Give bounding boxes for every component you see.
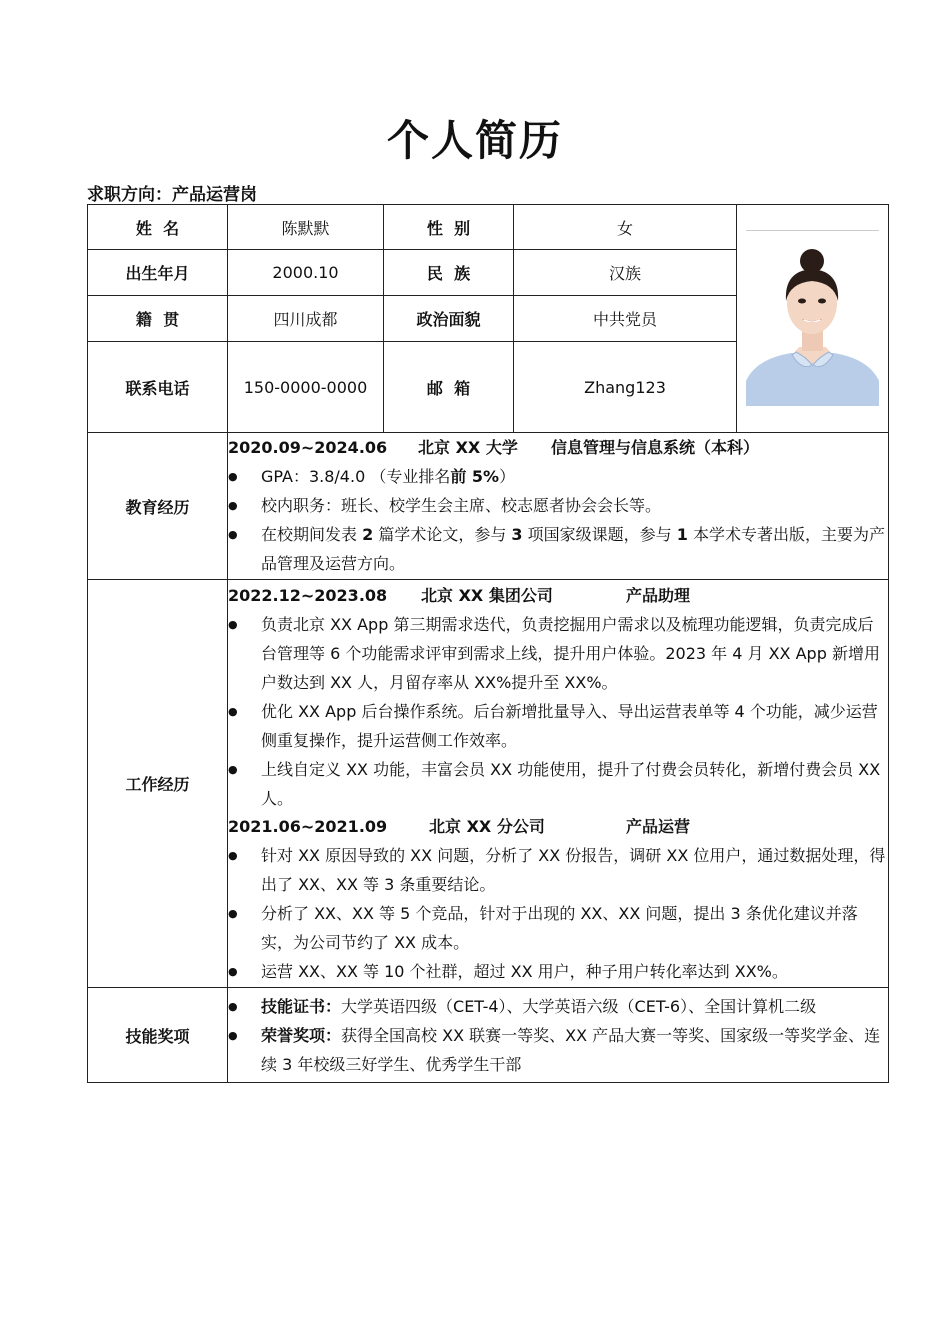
job-role: 产品运营 [626,816,691,836]
education-major: 信息管理与信息系统（本科） [551,438,760,457]
phone-value: 150-0000-0000 [228,342,384,433]
job-header [228,813,888,841]
birth-value: 2000.10 [228,250,384,296]
education-section [228,433,889,580]
phone-label: 联系电话 [88,342,228,433]
skills-section [228,988,889,1083]
ethnicity-value: 汉族 [514,250,737,296]
job-objective: 求职方向：产品运营岗 [87,185,257,205]
political-label: 政治面貌 [384,296,514,342]
education-header [228,434,888,462]
page-title: 个人简历 [386,116,563,165]
origin-value: 四川成都 [228,296,384,342]
origin-label: 籍 贯 [88,296,228,342]
name-value: 陈默默 [228,205,384,250]
job-header [228,582,888,610]
education-period: 2020.09~2024.06 [228,438,388,457]
list-item: ● 技能证书：大学英语四级（CET-4）、大学英语六级（CET-6）、全国计算机二级 [228,992,888,1021]
email-label: 邮 箱 [384,342,514,433]
ethnicity-label: 民 族 [384,250,514,296]
list-item: ● 针对 XX 原因导致的 XX 问题，分析了 XX 份报告，调研 XX 位用户，通过数据处理，得出了 XX、XX 等 3 条重要结论。 [228,841,888,899]
job-role: 产品助理 [626,585,691,605]
political-value: 中共党员 [514,296,737,342]
work-section [228,580,889,988]
list-item: ● GPA：3.8/4.0 （专业排名前 5%） [228,462,888,491]
job-company: 北京 XX 集团公司 [421,585,553,605]
list-item: ● 优化 XX App 后台操作系统。后台新增批量导入、导出运营表单等 4 个功能，减少运营侧重复操作，提升运营侧工作效率。 [228,697,888,755]
list-item: ● 在校期间发表 2 篇学术论文，参与 3 项国家级课题，参与 1 本学术专著出版，主要为产品管理及运营方向。 [228,520,888,578]
job-company: 北京 XX 分公司 [429,816,545,836]
list-item: ● 分析了 XX、XX 等 5 个竞品，针对于出现的 XX、XX 问题，提出 3 条优化建议并落实，为公司节约了 XX 成本。 [228,899,888,957]
skills-label: 技能奖项 [88,988,228,1083]
gender-value: 女 [514,205,737,250]
avatar [746,230,879,406]
gender-label: 性 别 [384,205,514,250]
list-item: ● 校内职务：班长、校学生会主席、校志愿者协会会长等。 [228,491,888,520]
birth-label: 出生年月 [88,250,228,296]
list-item: ● 上线自定义 XX 功能，丰富会员 XX 功能使用，提升了付费会员转化，新增付费会员 XX 人。 [228,755,888,813]
job-period: 2021.06~2021.09 [228,816,388,836]
photo-cell [737,205,889,433]
list-item: ● 负责北京 XX App 第三期需求迭代，负责挖掘用户需求以及梳理功能逻辑，负责完成后台管理等 6 个功能需求评审到需求上线，提升用户体验。2023 年 4 月 XX App 新增用户数达到 XX 人，月留存率从 XX%提升至 XX%。 [228,610,888,697]
list-item: ● 荣誉奖项：获得全国高校 XX 联赛一等奖、XX 产品大赛一等奖、国家级一等奖学金、连续 3 年校级三好学生、优秀学生干部 [228,1021,888,1079]
email-value: Zhang123 [514,342,737,433]
education-school: 北京 XX 大学 [418,438,518,457]
resume-table [87,204,889,1083]
education-label: 教育经历 [88,433,228,580]
name-label: 姓 名 [88,205,228,250]
portrait-photo [746,231,879,406]
list-item: ● 运营 XX、XX 等 10 个社群，超过 XX 用户，种子用户转化率达到 XX%。 [228,957,888,986]
job-period: 2022.12~2023.08 [228,585,388,605]
work-label: 工作经历 [88,580,228,988]
